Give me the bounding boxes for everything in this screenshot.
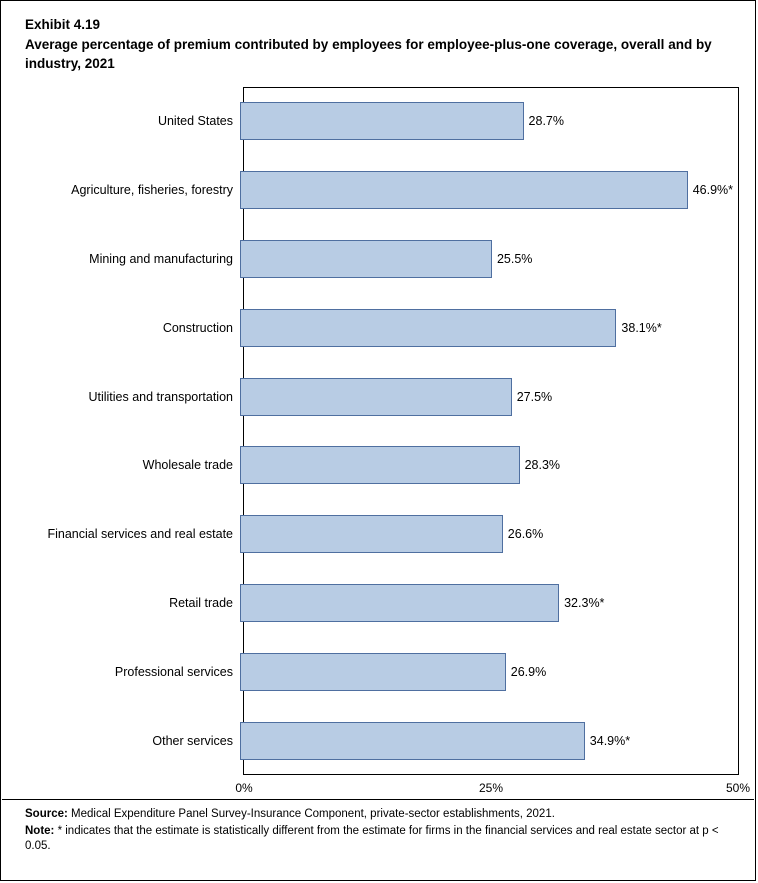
bar-row — [21, 156, 739, 225]
bar-value-label: 28.7% — [528, 114, 564, 129]
note-label: Note: — [25, 824, 55, 837]
bar-row — [21, 225, 739, 294]
category-label: Retail trade — [169, 595, 233, 610]
bar-track — [239, 156, 733, 225]
bar-track — [239, 87, 733, 156]
bar — [240, 171, 688, 209]
category-label: Mining and manufacturing — [89, 251, 233, 266]
bar — [240, 102, 524, 140]
bar-row — [21, 706, 739, 775]
bar-track — [239, 431, 733, 500]
bar-track — [239, 706, 733, 775]
bar — [240, 653, 506, 691]
source-line — [25, 807, 737, 823]
bar-track — [239, 500, 733, 569]
bar-value-label: 38.1%* — [621, 320, 662, 335]
bar-row — [21, 569, 739, 638]
bar — [240, 515, 503, 553]
bar — [240, 446, 520, 484]
x-axis-tick-label: 0% — [235, 781, 253, 795]
category-label: Other services — [152, 733, 233, 748]
category-label: Construction — [162, 320, 233, 335]
bar-track — [239, 225, 733, 294]
footer-divider — [2, 799, 754, 800]
note-text: * indicates that the estimate is statistically different from the estimate for firms in the financial services and real estate sector at p < 0.05. — [25, 824, 719, 852]
bar-value-label: 34.9%* — [589, 733, 631, 748]
bar-track — [239, 362, 733, 431]
category-label: United States — [157, 114, 233, 129]
category-label: Financial services and real estate — [47, 527, 233, 542]
exhibit-number: Exhibit 4.19 — [25, 17, 101, 32]
note-line — [25, 824, 737, 855]
x-axis — [235, 775, 751, 801]
bar-row — [21, 362, 739, 431]
bar — [240, 240, 492, 278]
bar-row — [21, 500, 739, 569]
bar-value-label: 28.3% — [524, 458, 561, 473]
bar-value-label: 25.5% — [496, 251, 533, 266]
category-label: Utilities and transportation — [88, 389, 233, 404]
bar-chart — [21, 87, 751, 795]
bar-track — [239, 293, 733, 362]
bar-rows — [21, 87, 739, 775]
category-label: Professional services — [114, 664, 233, 679]
bar-value-label: 27.5% — [516, 389, 553, 404]
bar-value-label: 32.3%* — [564, 595, 605, 610]
bar — [240, 309, 616, 347]
bar — [240, 722, 585, 760]
bar-row — [21, 293, 739, 362]
bar-value-label: 26.9% — [510, 664, 547, 679]
source-text: Medical Expenditure Panel Survey-Insurance Component, private-sector establishments, 2021. — [67, 808, 555, 820]
bar — [240, 378, 512, 416]
category-label: Wholesale trade — [142, 458, 233, 473]
bar-row — [21, 87, 739, 156]
bar-value-label: 46.9%* — [692, 183, 733, 198]
category-label: Agriculture, fisheries, forestry — [71, 183, 233, 198]
source-label: Source: — [25, 808, 68, 820]
x-axis-tick-label: 50% — [725, 781, 751, 795]
bar-track — [239, 569, 733, 638]
bar-row — [21, 637, 739, 706]
footnotes — [25, 807, 737, 856]
page-title: Average percentage of premium contributed by employees for employee-plus-one coverage, overall and by industry, 2021 — [25, 37, 712, 71]
bar-value-label: 26.6% — [507, 527, 544, 542]
bar — [240, 584, 559, 622]
title-block — [25, 15, 735, 73]
x-axis-tick-label: 25% — [478, 781, 504, 795]
bar-row — [21, 431, 739, 500]
bar-track — [239, 637, 733, 706]
